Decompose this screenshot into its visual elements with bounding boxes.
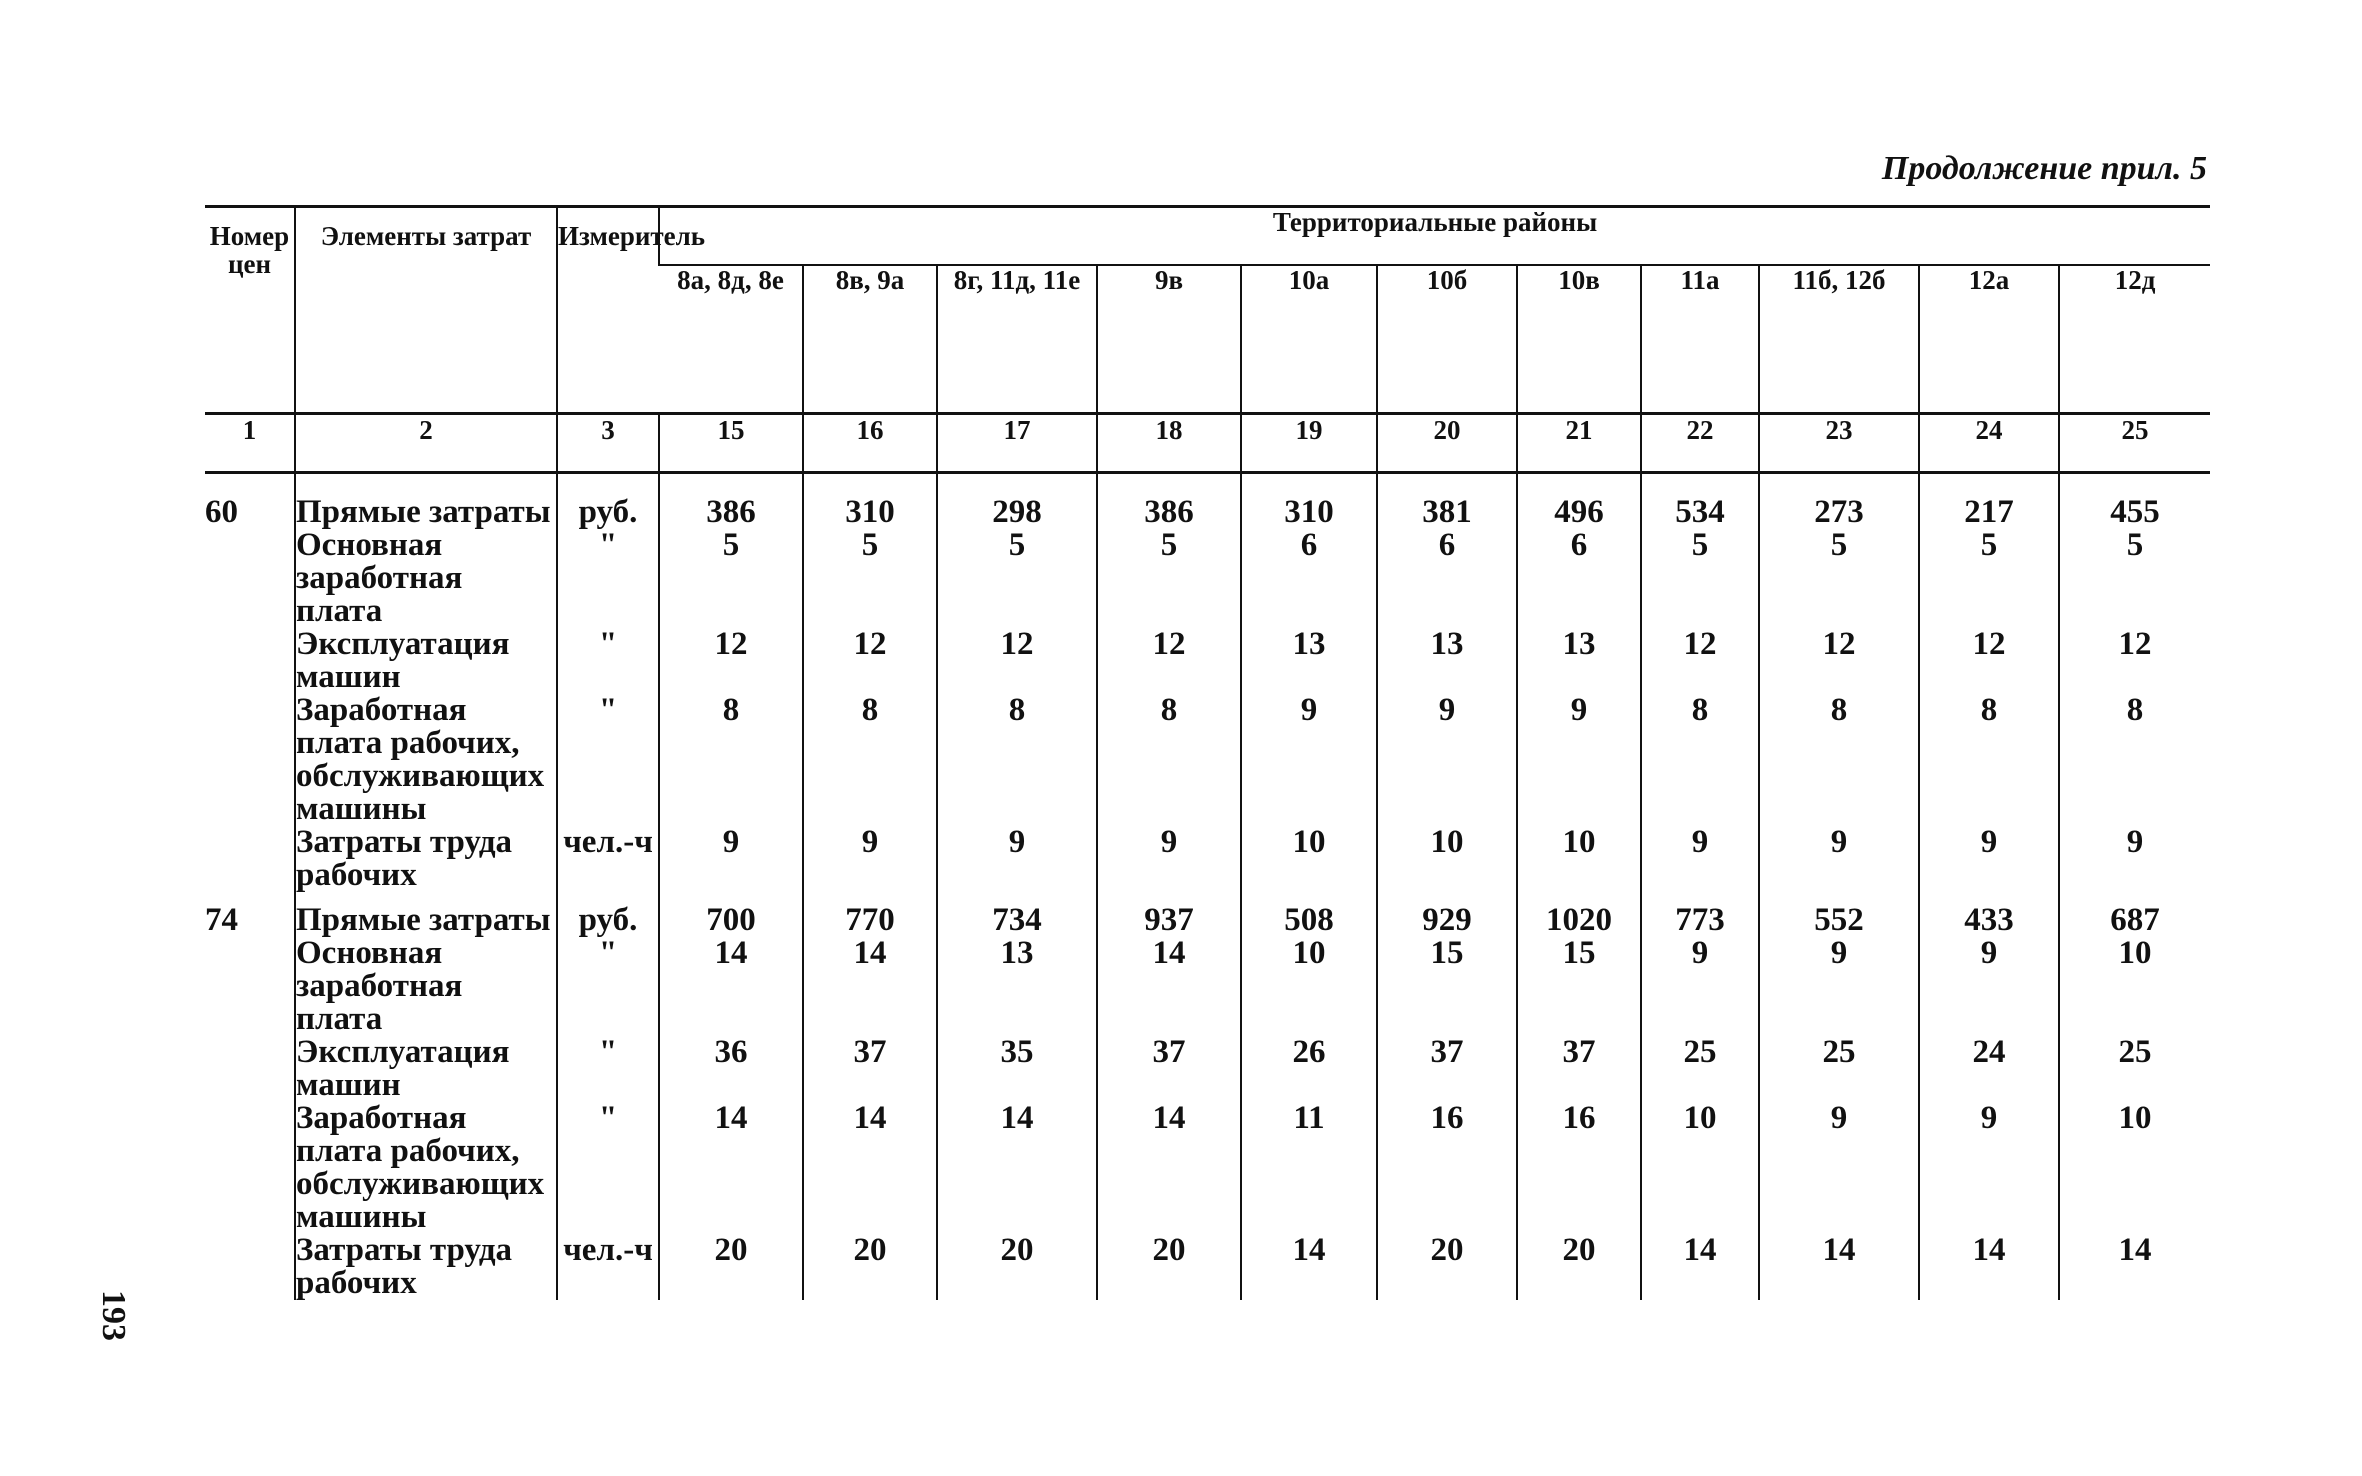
header-region: 10б: [1377, 265, 1517, 414]
column-number: 22: [1641, 414, 1759, 473]
value-cell: 10: [1241, 937, 1377, 1036]
spacer-cell: [1641, 473, 1759, 497]
value-cell: 6: [1517, 529, 1641, 628]
table-row: [205, 826, 2210, 892]
value-cell: 534: [1641, 496, 1759, 529]
header-region: 12д: [2059, 265, 2210, 414]
price-number-cell: [205, 628, 295, 694]
cost-element-cell: Прямые затраты: [295, 496, 557, 529]
table-row: [205, 496, 2210, 529]
value-cell: 16: [1517, 1102, 1641, 1234]
value-cell: 26: [1241, 1036, 1377, 1102]
value-cell: 9: [1517, 694, 1641, 826]
header-region: 12а: [1919, 265, 2059, 414]
unit-cell: руб.: [557, 904, 659, 937]
value-cell: 5: [1759, 529, 1919, 628]
header-row-column-numbers: [205, 414, 2210, 473]
table-row: [205, 1102, 2210, 1234]
value-cell: 9: [1919, 937, 2059, 1036]
value-cell: 20: [1097, 1234, 1241, 1300]
table-body: [205, 473, 2210, 1301]
column-number: 19: [1241, 414, 1377, 473]
value-cell: 8: [659, 694, 803, 826]
table-row: [205, 1234, 2210, 1300]
spacer-cell: [1919, 473, 2059, 497]
value-cell: 12: [1919, 628, 2059, 694]
value-cell: 10: [1641, 1102, 1759, 1234]
table-row: [205, 937, 2210, 1036]
column-number: 17: [937, 414, 1097, 473]
value-cell: 25: [1641, 1036, 1759, 1102]
cost-element-cell: Заработная плата рабочих, обслуживающих машины: [295, 1102, 557, 1234]
value-cell: 217: [1919, 496, 2059, 529]
value-cell: 273: [1759, 496, 1919, 529]
header-region: 10а: [1241, 265, 1377, 414]
cost-element-cell: Эксплуатация машин: [295, 1036, 557, 1102]
column-number: 2: [295, 414, 557, 473]
value-cell: 937: [1097, 904, 1241, 937]
value-cell: 298: [937, 496, 1097, 529]
value-cell: 12: [937, 628, 1097, 694]
unit-cell: ": [557, 937, 659, 1036]
spacer-cell: [659, 473, 803, 497]
table-row: [205, 529, 2210, 628]
value-cell: 37: [1097, 1036, 1241, 1102]
value-cell: 9: [1641, 826, 1759, 892]
cost-element-cell: Прямые затраты: [295, 904, 557, 937]
price-number-cell: 60: [205, 494, 238, 530]
value-cell: 381: [1377, 496, 1517, 529]
value-cell: 8: [1919, 694, 2059, 826]
value-cell: 10: [1517, 826, 1641, 892]
table-row: [205, 628, 2210, 694]
spacer-cell: [1241, 473, 1377, 497]
value-cell: 9: [2059, 826, 2210, 892]
cost-element-cell: Основная заработная плата: [295, 937, 557, 1036]
header-region: 11б, 12б: [1759, 265, 1919, 414]
value-cell: 14: [803, 937, 937, 1036]
value-cell: 5: [1097, 529, 1241, 628]
value-cell: 14: [659, 937, 803, 1036]
spacer-row: [205, 473, 2210, 497]
value-cell: 37: [1377, 1036, 1517, 1102]
cost-element-cell: Заработная плата рабочих, обслуживающих машины: [295, 694, 557, 826]
unit-cell: ": [557, 1102, 659, 1234]
value-cell: 9: [1759, 937, 1919, 1036]
price-number-cell: [205, 937, 295, 1036]
price-number-cell: [205, 1234, 295, 1300]
spacer-cell: [205, 473, 295, 497]
value-cell: 5: [937, 529, 1097, 628]
column-number: 25: [2059, 414, 2210, 473]
value-cell: 12: [1641, 628, 1759, 694]
value-cell: 508: [1241, 904, 1377, 937]
column-number: 21: [1517, 414, 1641, 473]
table-row: [205, 1036, 2210, 1102]
header-region: 8г, 11д, 11е: [937, 265, 1097, 414]
value-cell: 13: [1377, 628, 1517, 694]
value-cell: 20: [659, 1234, 803, 1300]
column-number: 1: [205, 414, 295, 473]
page-number: 193: [95, 1290, 132, 1341]
header-region: 9в: [1097, 265, 1241, 414]
value-cell: 8: [2059, 694, 2210, 826]
table-row: [205, 694, 2210, 826]
value-cell: 36: [659, 1036, 803, 1102]
value-cell: 687: [2059, 904, 2210, 937]
value-cell: 20: [1517, 1234, 1641, 1300]
spacer-cell: [557, 473, 659, 497]
value-cell: 37: [1517, 1036, 1641, 1102]
value-cell: 12: [1759, 628, 1919, 694]
table-row: [205, 904, 2210, 937]
spacer-cell: [1377, 473, 1517, 497]
value-cell: 9: [1919, 826, 2059, 892]
column-number: 24: [1919, 414, 2059, 473]
value-cell: 11: [1241, 1102, 1377, 1234]
value-cell: 310: [1241, 496, 1377, 529]
spacer-cell: [1759, 473, 1919, 497]
value-cell: 700: [659, 904, 803, 937]
value-cell: 15: [1377, 937, 1517, 1036]
value-cell: 9: [1097, 826, 1241, 892]
value-cell: 6: [1241, 529, 1377, 628]
value-cell: 12: [1097, 628, 1241, 694]
value-cell: 10: [2059, 937, 2210, 1036]
column-number: 20: [1377, 414, 1517, 473]
table-caption: Продолжение прил. 5: [1881, 150, 2207, 187]
value-cell: 5: [659, 529, 803, 628]
value-cell: 25: [1759, 1036, 1919, 1102]
value-cell: 1020: [1517, 904, 1641, 937]
header-territorial-regions: Территориальные районы: [659, 207, 2210, 266]
value-cell: 14: [1241, 1234, 1377, 1300]
spacer-cell: [1097, 473, 1241, 497]
unit-cell: чел.-ч: [557, 1234, 659, 1300]
value-cell: 25: [2059, 1036, 2210, 1102]
value-cell: 8: [803, 694, 937, 826]
spacer-cell: [295, 473, 557, 497]
unit-cell: руб.: [557, 496, 659, 529]
column-number: 16: [803, 414, 937, 473]
header-cost-elements: Элементы затрат: [295, 207, 557, 414]
value-cell: 20: [1377, 1234, 1517, 1300]
value-cell: 14: [1097, 1102, 1241, 1234]
spacer-cell: [803, 473, 937, 497]
value-cell: 12: [659, 628, 803, 694]
value-cell: 14: [659, 1102, 803, 1234]
value-cell: 14: [937, 1102, 1097, 1234]
value-cell: 455: [2059, 496, 2210, 529]
header-region: 8в, 9а: [803, 265, 937, 414]
value-cell: 929: [1377, 904, 1517, 937]
header-row-group: [205, 207, 2210, 266]
value-cell: 5: [1919, 529, 2059, 628]
value-cell: 10: [1241, 826, 1377, 892]
value-cell: 310: [803, 496, 937, 529]
value-cell: 14: [1641, 1234, 1759, 1300]
value-cell: 770: [803, 904, 937, 937]
value-cell: 14: [803, 1102, 937, 1234]
value-cell: 5: [1641, 529, 1759, 628]
value-cell: 13: [1517, 628, 1641, 694]
unit-cell: ": [557, 694, 659, 826]
column-number: 23: [1759, 414, 1919, 473]
value-cell: 13: [1241, 628, 1377, 694]
value-cell: 496: [1517, 496, 1641, 529]
price-number-cell: 74: [205, 902, 238, 938]
value-cell: 734: [937, 904, 1097, 937]
value-cell: 37: [803, 1036, 937, 1102]
value-cell: 16: [1377, 1102, 1517, 1234]
value-cell: 13: [937, 937, 1097, 1036]
column-number: 15: [659, 414, 803, 473]
price-number-cell: [205, 529, 295, 628]
value-cell: 9: [1759, 1102, 1919, 1234]
value-cell: 12: [2059, 628, 2210, 694]
value-cell: 9: [1241, 694, 1377, 826]
value-cell: 14: [1097, 937, 1241, 1036]
header-region: 8а, 8д, 8е: [677, 265, 784, 295]
value-cell: 8: [1641, 694, 1759, 826]
unit-cell: чел.-ч: [557, 826, 659, 892]
cost-table: [205, 205, 2210, 1300]
header-region: 11а: [1641, 265, 1759, 414]
value-cell: 386: [1097, 496, 1241, 529]
unit-cell: ": [557, 628, 659, 694]
value-cell: 35: [937, 1036, 1097, 1102]
value-cell: 9: [659, 826, 803, 892]
value-cell: 14: [2059, 1234, 2210, 1300]
value-cell: 9: [1641, 937, 1759, 1036]
value-cell: 6: [1377, 529, 1517, 628]
value-cell: 10: [2059, 1102, 2210, 1234]
cost-element-cell: Затраты труда рабочих: [295, 826, 557, 892]
price-number-cell: [205, 694, 295, 826]
value-cell: 552: [1759, 904, 1919, 937]
value-cell: 20: [937, 1234, 1097, 1300]
spacer-cell: [2059, 473, 2210, 497]
unit-cell: ": [557, 529, 659, 628]
value-cell: 773: [1641, 904, 1759, 937]
value-cell: 433: [1919, 904, 2059, 937]
price-number-cell: [205, 1102, 295, 1234]
header-region: 10в: [1517, 265, 1641, 414]
value-cell: 20: [803, 1234, 937, 1300]
header-price-number: Номер цен: [205, 207, 295, 414]
value-cell: 5: [803, 529, 937, 628]
value-cell: 9: [1759, 826, 1919, 892]
value-cell: 10: [1377, 826, 1517, 892]
price-number-cell: [205, 1036, 295, 1102]
unit-cell: ": [557, 1036, 659, 1102]
column-number: 3: [557, 414, 659, 473]
value-cell: 8: [1759, 694, 1919, 826]
value-cell: 9: [1377, 694, 1517, 826]
spacer-cell: [1517, 473, 1641, 497]
cost-element-cell: Основная заработная плата: [295, 529, 557, 628]
value-cell: 14: [1919, 1234, 2059, 1300]
value-cell: 9: [803, 826, 937, 892]
value-cell: 386: [659, 496, 803, 529]
cost-element-cell: Затраты труда рабочих: [295, 1234, 557, 1300]
value-cell: 15: [1517, 937, 1641, 1036]
value-cell: 9: [1919, 1102, 2059, 1234]
value-cell: 5: [2059, 529, 2210, 628]
header-unit: Измеритель: [557, 207, 659, 414]
value-cell: 8: [937, 694, 1097, 826]
column-number: 18: [1097, 414, 1241, 473]
value-cell: 24: [1919, 1036, 2059, 1102]
value-cell: 8: [1097, 694, 1241, 826]
spacer-cell: [937, 473, 1097, 497]
value-cell: 14: [1759, 1234, 1919, 1300]
value-cell: 12: [803, 628, 937, 694]
price-number-cell: [205, 826, 295, 892]
cost-element-cell: Эксплуатация машин: [295, 628, 557, 694]
value-cell: 9: [937, 826, 1097, 892]
